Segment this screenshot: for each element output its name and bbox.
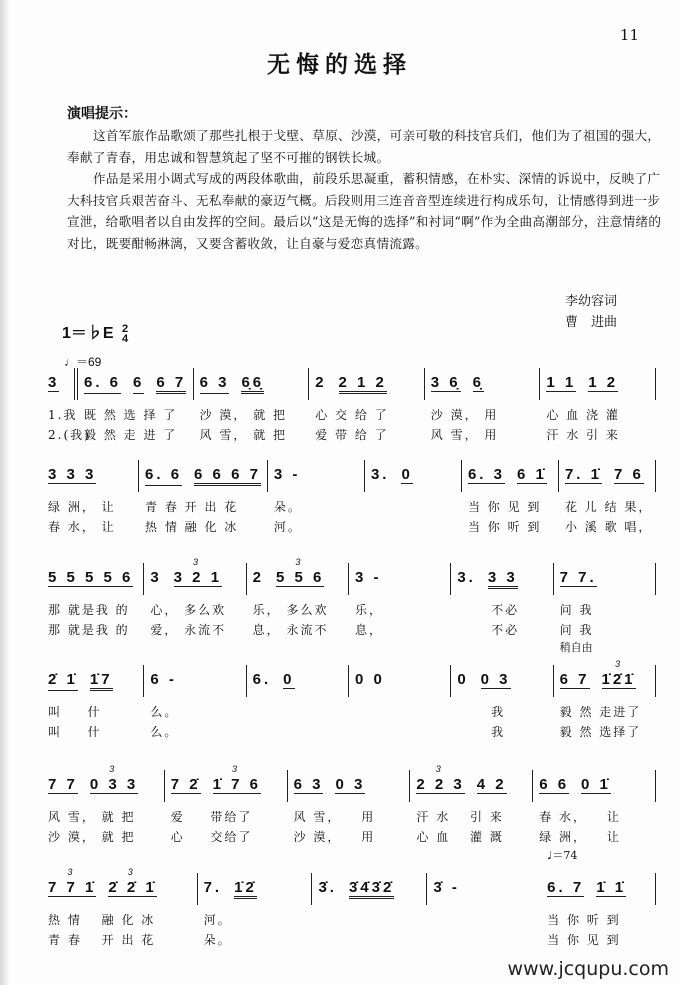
lyric-verse-1: 花 儿 结 果， — [564, 500, 653, 514]
lyric-verse-2: 毅 然 走 进 了 — [84, 428, 178, 442]
note-group: 3 6̣ — [430, 374, 461, 391]
lyric-verse-2: 问 我 — [559, 623, 594, 637]
lyric-verse-2: 爱 带 给 了 — [315, 428, 389, 442]
note-group: 6 - — [150, 671, 177, 688]
notes — [171, 770, 281, 794]
measure — [559, 460, 656, 534]
lyric-verse-2: 2.(我) — [48, 428, 91, 442]
lyric-verse-2: 风 雪， 就 把 — [199, 428, 288, 442]
note-group: 6. — [252, 671, 272, 688]
note-group: 3 — [48, 374, 60, 391]
measure — [309, 368, 425, 442]
note-group: 6 1̇ — [516, 466, 547, 483]
note-group: 3̇4̇3̇2̇ — [349, 879, 394, 899]
notes — [560, 563, 649, 587]
note-group: 1̇7 — [90, 671, 113, 691]
lyric-verse-2: 心 交给了 — [170, 830, 253, 844]
note-group: 6 3 — [293, 776, 324, 793]
expression-marking: ♩＝74 — [547, 849, 578, 862]
hint-paragraph: 这首军旅作品歌颂了那些扎根于戈壁、草原、沙漠，可亲可敬的科技官兵们，他们为了祖国的强大，奉献了青春，用忠诚和智慧筑起了坚不可摧的钢铁长城。 — [67, 128, 661, 165]
triplet-note-group: 3 1̇ 7 6 — [213, 776, 261, 794]
tempo-marking: ♩＝69 — [64, 355, 102, 369]
composer-credit: 曹 进曲 — [565, 315, 618, 330]
measure — [365, 460, 462, 492]
measure — [144, 563, 246, 637]
notes — [457, 665, 546, 689]
lyric-verse-1: 乐， 多么欢 — [252, 603, 329, 617]
score-system — [42, 460, 656, 550]
note-group: 0 — [283, 671, 295, 688]
measure-row — [42, 460, 656, 550]
note-group: 3 3 3 — [48, 466, 97, 483]
lyric-verse-1: 朵。 — [273, 500, 302, 514]
lyric-verse-1: 当 你 见 到 — [467, 500, 542, 514]
lyric-verse-1: 热 情 融 化 冰 — [48, 913, 156, 927]
lyric-verse-1: 我 — [457, 705, 506, 719]
notes — [560, 665, 649, 689]
lyric-verse-1: 河。 — [203, 913, 232, 927]
triplet-note-group: 3 5 5 6 — [276, 569, 324, 587]
lyric-verse-1: 么。 — [150, 705, 179, 719]
lyric-verse-1: 汗 水 引 来 — [416, 810, 504, 824]
note-group: 3 - — [273, 466, 301, 483]
lyric-verse-2: 息， 永流不 — [252, 623, 329, 637]
lyricist-credit: 李幼容词 — [565, 294, 618, 309]
lyric-verse-2: 心 血 灌 溉 — [416, 830, 504, 844]
expression-marking: 稍自由 — [559, 641, 593, 654]
time-bottom: 4 — [122, 332, 129, 345]
measure — [410, 770, 533, 844]
lyric-verse-1: 毅 然 走进了 — [559, 705, 642, 719]
notes — [204, 873, 306, 899]
note-group: 5 5 5 5 6 — [48, 569, 134, 586]
lyric-verse-1: 叫 什 — [48, 705, 102, 719]
notes — [84, 368, 187, 394]
note-group: 7. 1̇ — [564, 466, 602, 483]
note-group: 6 — [133, 374, 144, 394]
note-group: 3 - — [354, 569, 382, 586]
notes — [315, 368, 418, 394]
notes — [274, 460, 358, 483]
notes — [253, 563, 342, 587]
notes — [457, 563, 546, 589]
note-group: 3 3 — [488, 569, 518, 589]
triplet-note-group: 3 2̇ 2̇ 1̇ — [108, 879, 156, 897]
measure — [554, 563, 656, 637]
triplet-note-group: 3 2 2 3 — [416, 776, 464, 794]
notes — [468, 460, 552, 484]
notes — [431, 368, 534, 392]
lyric-verse-1: 风 雪， 用 — [293, 810, 376, 824]
lyric-verse-1: 心 血 浇 灌 — [546, 408, 620, 422]
note-group: 2 — [315, 374, 327, 391]
notes — [200, 368, 303, 394]
measure — [144, 665, 246, 739]
note-group: 3. — [370, 466, 390, 483]
notes — [48, 368, 68, 392]
measure — [288, 770, 411, 844]
notes — [371, 460, 455, 484]
lyric-verse-2: 毅 然 选择了 — [559, 725, 642, 739]
lyric-verse-1: 不必 — [457, 603, 520, 617]
measure — [42, 563, 144, 637]
note-group: 1̇ 1̇ — [596, 879, 627, 896]
measure-row — [42, 849, 656, 963]
note-group: 0 1̇ — [581, 776, 611, 793]
measure — [533, 770, 656, 844]
lyric-verse-2: 朵。 — [203, 933, 232, 947]
lyric-verse-2: 息， — [354, 623, 383, 637]
measure — [42, 665, 144, 739]
notes — [48, 873, 191, 897]
note-group: 4 2 — [476, 776, 507, 793]
key-signature — [62, 320, 128, 344]
lyric-verse-2: 当 你 见 到 — [547, 933, 621, 947]
notes — [48, 770, 158, 794]
measure — [268, 460, 365, 534]
measure — [247, 665, 349, 697]
lyric-verse-1: 沙 漠， 就 把 — [199, 408, 288, 422]
lyric-verse-2: 春 水， 让 — [48, 520, 116, 534]
triplet-note-group: 3 1̇2̇1̇ — [602, 671, 636, 689]
time-signature — [122, 324, 128, 344]
lyric-verse-2: 汗 水 引 来 — [546, 428, 620, 442]
note-group: 0 — [401, 466, 413, 483]
lyric-verse-1: 1.我 — [48, 408, 78, 422]
page-number: 11 — [619, 26, 639, 44]
measure — [139, 460, 268, 534]
note-group: 7 6 — [614, 466, 644, 483]
measure-row — [42, 641, 656, 755]
lyric-verse-1: 绿 洲， 让 — [48, 500, 116, 514]
notes — [539, 770, 649, 794]
hint-paragraph: 作品是采用小调式写成的两段体歌曲，前段乐思凝重，蓄积情感，在朴实、深情的诉说中，反映了广大科技官兵艰苦奋斗、无私奉献的豪迈气概。后段则用三连音音型连续进行构成乐句，让情感得到进一步宣泄，给歌唱者以自由发挥的空间。最后以“这是无悔的选择”和衬词“啊”作为全曲高潮部分，注意情绪的对比，既要酣畅淋漓，又要含蓄收敛，让自豪与爱恋真情流露。 — [67, 171, 662, 251]
notes — [253, 665, 342, 689]
note-group: 6 7 — [156, 374, 186, 394]
notes — [546, 368, 649, 392]
triplet-note-group: 3 3 2 1 — [174, 569, 222, 587]
note-group: 6̣6̣ — [241, 374, 264, 394]
note-group: 6. 7 — [547, 879, 585, 896]
lyric-verse-2: 沙 漠， 就 把 — [48, 830, 136, 844]
note-group: 2̇ 1̇ — [48, 671, 78, 691]
lyric-verse-1: 那 就是我 的 — [48, 603, 130, 617]
lyric-verse-2: 绿 洲， 让 — [539, 830, 621, 844]
lyric-verse-2: 青 春 开 出 花 — [48, 933, 156, 947]
notes — [150, 665, 239, 688]
note-group: 7 7 — [48, 776, 78, 793]
triplet-note-group: 3 7 7 1̇ — [48, 879, 96, 897]
lyric-verse-2: 河。 — [273, 520, 302, 534]
note-group: 0 3 — [335, 776, 366, 793]
note-group: 6 6 6 7 — [194, 466, 261, 486]
measure — [540, 368, 656, 442]
lyric-verse-2: 叫 什 — [48, 725, 102, 739]
measure — [42, 873, 198, 947]
measure — [42, 770, 165, 844]
note-group: 6 7 — [559, 671, 590, 688]
note-group: 0 — [457, 671, 469, 688]
note-group: 7. — [203, 879, 223, 896]
lyric-verse-1: 沙 漠， 用 — [430, 408, 499, 422]
lyric-verse-1: 当 你 听 到 — [547, 913, 621, 927]
measure — [554, 641, 656, 739]
lyric-verse-2: 不必 — [457, 623, 520, 637]
key-label: 1＝♭E — [62, 325, 114, 342]
note-group: 1 2 — [588, 374, 619, 391]
lyric-verse-1: 乐， — [354, 603, 383, 617]
measure-row — [42, 368, 656, 458]
lyric-verse-2: 爱， 永流不 — [150, 623, 227, 637]
lyric-verse-1: 既 然 选 择 了 — [84, 408, 178, 422]
score-system — [42, 641, 656, 755]
measure — [451, 563, 553, 637]
score-system — [42, 368, 656, 458]
triplet-note-group: 3 0 3 3 — [90, 776, 138, 794]
notes — [416, 770, 526, 794]
measure — [74, 368, 194, 442]
lyric-verse-1: 爱 带给了 — [170, 810, 253, 824]
lyric-verse-1: 青 春 开 出 花 — [145, 500, 239, 514]
measure — [198, 873, 313, 947]
notes — [355, 563, 444, 586]
notes — [433, 873, 535, 896]
hint-heading: 演唱提示： — [67, 106, 137, 122]
notes — [547, 873, 649, 897]
notes — [48, 460, 132, 484]
lyric-verse-2: 我 — [457, 725, 506, 739]
note-group: 0 0 — [354, 671, 385, 688]
time-top: 2 — [122, 322, 129, 335]
note-group: 7 7. — [559, 569, 597, 586]
lyric-verse-1: 心 交 给 了 — [315, 408, 389, 422]
song-title: 无悔的选择 — [267, 52, 412, 78]
measure — [165, 770, 288, 844]
lyric-verse-2: 么。 — [150, 725, 179, 739]
measure — [541, 849, 656, 947]
score-system — [42, 849, 656, 963]
measure — [462, 460, 559, 534]
notes — [48, 563, 137, 587]
note-group: 6. 3 — [467, 466, 505, 483]
measure — [194, 368, 310, 442]
lyric-verse-2: 热 情 融 化 冰 — [145, 520, 239, 534]
measure — [451, 665, 553, 739]
lyric-verse-1: 问 我 — [559, 603, 594, 617]
lyric-verse-2: 沙 漠， 用 — [293, 830, 376, 844]
note-group: 6 6 — [539, 776, 570, 793]
notes — [48, 665, 137, 691]
measure — [42, 460, 139, 534]
lyric-verse-1: 春 水， 让 — [539, 810, 621, 824]
note-group: 3̇. — [318, 879, 337, 896]
lyric-verse-2: 小 溪 歌 唱， — [564, 520, 653, 534]
note-group: 6. 6 — [145, 466, 182, 486]
lyric-verse-1: 心， 多么欢 — [150, 603, 227, 617]
measure — [349, 563, 451, 637]
notes — [318, 873, 420, 899]
measure — [312, 873, 427, 905]
note-group: 3. — [457, 569, 476, 586]
notes — [145, 460, 261, 486]
note-group: 1̇2̇ — [234, 879, 257, 899]
note-group: 3 — [150, 569, 162, 586]
lyric-verse-2: 当 你 听 到 — [467, 520, 542, 534]
note-group: 0 3 — [480, 671, 511, 688]
notes — [150, 563, 239, 587]
measure — [427, 873, 541, 905]
notes — [355, 665, 444, 688]
lyric-verse-2: 风 雪， 用 — [430, 428, 499, 442]
scan-edge — [0, 0, 10, 985]
lyric-verse-1: 风 雪， 就 把 — [48, 810, 136, 824]
measure — [42, 368, 91, 442]
note-group: 1 1 — [546, 374, 577, 391]
note-group: 2 — [252, 569, 264, 586]
measure — [425, 368, 541, 442]
note-group: 6. 6 — [84, 374, 121, 394]
lyric-verse-2: 那 就是我 的 — [48, 623, 130, 637]
note-group: 2 1 2 — [339, 374, 387, 394]
watermark: www.jcqupu.com — [507, 958, 669, 980]
note-group: 7 2̇ — [170, 776, 201, 793]
note-group: 3̇ - — [433, 879, 460, 896]
measure — [349, 665, 451, 697]
notes — [294, 770, 404, 794]
measure — [247, 563, 349, 637]
note-group: 6̣ — [472, 374, 484, 391]
notes — [565, 460, 649, 484]
note-group: 6 3 — [200, 374, 230, 394]
